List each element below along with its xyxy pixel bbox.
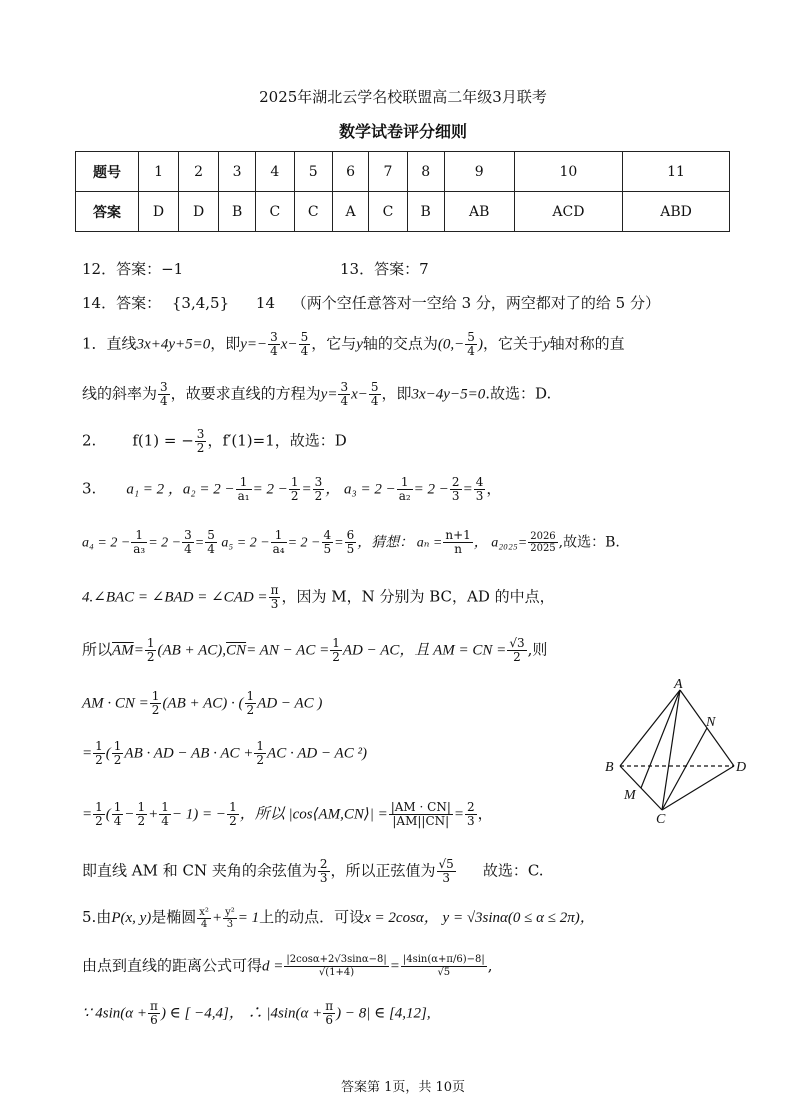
fraction <box>507 637 526 664</box>
equation: AB · AD − AB · AC + <box>124 745 254 762</box>
numerator: |2cosα+2√3sinα−8| <box>286 954 387 965</box>
fraction <box>465 801 477 828</box>
table-cell: C <box>294 192 332 232</box>
denominator: 2 <box>95 814 103 828</box>
numerator: 1 <box>113 739 122 753</box>
denominator: 4 <box>200 918 208 930</box>
text: ， <box>477 804 493 823</box>
answer-table <box>75 151 730 232</box>
denominator: 2 <box>113 753 122 767</box>
label-n: N <box>706 715 716 730</box>
text: 5.由 <box>82 908 112 926</box>
denominator: 3 <box>451 489 460 503</box>
text: ， <box>486 479 502 498</box>
numerator: 1 <box>131 529 147 543</box>
denominator: √5 <box>437 967 451 978</box>
equation: = <box>334 535 344 551</box>
equation: = <box>453 806 464 823</box>
equation: d = <box>262 958 284 975</box>
denominator: 3 <box>475 489 484 503</box>
denominator: 3 <box>270 597 279 611</box>
numerator: 1 <box>95 800 103 814</box>
denominator: 4 <box>270 344 278 358</box>
fraction <box>197 907 211 930</box>
numerator: 1 <box>246 689 255 703</box>
fraction <box>338 381 350 408</box>
text: ，所以正弦值为 <box>330 861 436 880</box>
fraction <box>131 529 147 556</box>
numerator: 3 <box>270 330 278 344</box>
fraction <box>323 1000 335 1027</box>
numerator: 2 <box>451 475 460 489</box>
label-c: C <box>656 812 666 826</box>
q1-line-2 <box>82 381 551 408</box>
table-cell: 7 <box>369 152 407 192</box>
fraction <box>195 428 207 455</box>
denominator: 2 <box>151 703 160 717</box>
fraction <box>227 801 239 828</box>
fraction <box>345 529 357 556</box>
denominator: 3 <box>226 918 234 930</box>
document-subtitle: 数学试卷评分细则 <box>338 122 467 141</box>
equation: AD − AC ) <box>257 695 323 712</box>
equation: x− <box>351 386 368 403</box>
numerator: 1 <box>236 476 252 490</box>
numerator: 1 <box>290 475 299 489</box>
q1-line-1 <box>82 331 625 358</box>
numerator: 1 <box>137 800 146 814</box>
q4-line-2 <box>82 637 547 664</box>
fraction <box>528 531 557 554</box>
answer-table-row-answers <box>76 192 730 232</box>
fraction <box>148 1000 160 1027</box>
text: ，f′(1)=1，故选：D <box>207 431 347 450</box>
denominator: 2 <box>290 489 299 503</box>
fraction <box>284 954 388 979</box>
equation: y= <box>320 386 338 403</box>
numerator: 1 <box>95 739 103 753</box>
numerator: √3 <box>509 636 525 650</box>
q5-line-3 <box>82 1000 431 1027</box>
numerator: π <box>150 999 158 1013</box>
table-cell: D <box>179 192 219 232</box>
equation: a₁ = 2 ，a₂ = 2 − <box>126 481 235 498</box>
denominator: 2 <box>137 814 146 828</box>
text: ，它关于 <box>482 334 543 353</box>
text: 上的动点．可设 <box>259 908 365 926</box>
text: .故选：D. <box>485 384 552 403</box>
denominator: 2025 <box>530 543 556 554</box>
q14-answer-1: {3,4,5} <box>171 294 230 312</box>
fraction <box>93 801 105 828</box>
q2-line <box>82 428 347 455</box>
q14-answer-2: 14 <box>255 294 276 312</box>
equation: a₄ = 2 − <box>82 535 131 551</box>
q4-line-5 <box>82 801 493 828</box>
q4-line-6 <box>82 858 544 885</box>
table-header-answer: 答案 <box>76 192 139 232</box>
edge-cd <box>662 766 734 810</box>
text: 由点到直线的距离公式可得 <box>82 956 263 975</box>
denominator: a₁ <box>237 489 250 503</box>
text: ，故要求直线的方程为 <box>170 384 321 403</box>
fraction <box>437 858 456 885</box>
numerator: |AM · CN| <box>390 800 451 814</box>
equation: a₅ = 2 − <box>217 535 270 551</box>
denominator: 2 <box>196 441 205 455</box>
q4-line-4 <box>82 740 367 767</box>
table-cell: B <box>219 192 256 232</box>
table-cell: 9 <box>444 152 514 192</box>
edge-ab <box>620 690 680 766</box>
equation: ∵ 4sin(α + <box>82 1005 148 1022</box>
denominator: 2 <box>256 753 265 767</box>
document-title: 2025年湖北云学名校联盟高二年级3月联考 <box>259 88 547 106</box>
denominator: √(1+4) <box>318 967 355 978</box>
fraction <box>223 907 237 930</box>
table-cell: AB <box>444 192 514 232</box>
fraction <box>112 801 124 828</box>
text: ，它与 <box>311 334 357 353</box>
label-d: D <box>736 760 747 775</box>
table-cell: 8 <box>407 152 444 192</box>
denominator: 4 <box>370 394 379 408</box>
fraction <box>369 381 381 408</box>
equation: = <box>133 642 144 659</box>
answer-table-row-numbers <box>76 152 730 192</box>
table-cell: D <box>139 192 179 232</box>
equation: 3x−4y−5=0 <box>411 386 486 403</box>
fraction <box>443 529 472 556</box>
denominator: n <box>454 542 462 556</box>
numerator: 2 <box>467 800 475 814</box>
numerator: n+1 <box>445 528 471 542</box>
edge-ac <box>662 690 680 810</box>
equation: = <box>301 481 312 498</box>
equation: AM · CN = <box>82 695 149 712</box>
text: 1．直线 <box>82 334 137 353</box>
equation: ( <box>105 745 111 762</box>
text: 线的斜率为 <box>82 384 158 403</box>
fraction <box>182 529 194 556</box>
question-number: 2. <box>82 431 97 450</box>
equation: = <box>82 745 93 762</box>
numerator: π <box>270 583 279 597</box>
numerator: 4 <box>475 475 484 489</box>
text: ,故选：B. <box>558 534 620 551</box>
denominator: a₂ <box>398 489 411 503</box>
page-footer: 答案第 1页，共 10页 <box>340 1080 466 1095</box>
numerator: 2026 <box>530 531 556 542</box>
denominator: 3 <box>442 871 450 885</box>
numerator: 4 <box>323 528 332 542</box>
q3-line-1 <box>82 476 501 503</box>
fraction <box>330 637 342 664</box>
text: ，即 <box>381 384 412 403</box>
equation: = <box>389 958 400 975</box>
q4-line-1 <box>82 584 555 611</box>
text: 轴对称的直 <box>549 334 625 353</box>
equation: = 1 <box>237 910 260 926</box>
numerator: |4sin(α+π/6)−8| <box>402 954 485 965</box>
denominator: 6 <box>150 1013 158 1027</box>
equation: ) ∈ [ −4,4]， ∴ |4sin(α + <box>160 1005 323 1022</box>
table-cell: B <box>407 192 444 232</box>
fraction <box>318 858 330 885</box>
numerator: 1 <box>146 636 155 650</box>
denominator: 4 <box>161 814 169 828</box>
answer-q12: 12．答案：−1 <box>82 260 184 278</box>
text: 轴的交点为 <box>362 334 438 353</box>
numerator: y² <box>225 906 235 918</box>
equation: = 2 − <box>287 535 321 551</box>
equation: = 2 − <box>148 535 182 551</box>
equation: = 2 − <box>252 481 288 498</box>
numerator: 1 <box>256 739 265 753</box>
numerator: 5 <box>300 330 309 344</box>
equation: = <box>82 806 93 823</box>
numerator: 1 <box>151 689 160 703</box>
equation: ，所以 |cos⟨AM,CN⟩| = <box>239 806 388 823</box>
fraction <box>254 740 266 767</box>
fraction <box>299 331 311 358</box>
equation: + <box>211 910 223 926</box>
q3-line-2 <box>82 529 620 556</box>
equation: = <box>462 481 473 498</box>
equation: ( <box>105 806 111 823</box>
numerator: 1 <box>113 800 122 814</box>
table-cell: 10 <box>514 152 622 192</box>
text: f(1) = − <box>132 431 194 450</box>
label-b: B <box>605 760 614 775</box>
variable: y <box>356 336 363 353</box>
numerator: 3 <box>340 380 349 394</box>
numerator: 1 <box>161 800 169 814</box>
numerator: 6 <box>346 528 355 542</box>
denominator: a₃ <box>133 542 146 556</box>
table-header-number: 题号 <box>76 152 139 192</box>
numerator: 3 <box>196 427 205 441</box>
table-cell: 2 <box>179 152 219 192</box>
fraction <box>93 740 105 767</box>
fraction <box>271 529 287 556</box>
numerator: 5 <box>467 330 475 344</box>
fraction <box>465 331 477 358</box>
equation: 4.∠BAC = ∠BAD = ∠CAD = <box>82 589 268 606</box>
equation: 3x+4y+5=0 <box>136 336 211 353</box>
text: 故选：C. <box>482 861 544 880</box>
fraction <box>112 740 124 767</box>
denominator: 2 <box>513 650 521 664</box>
text: ，因为 M，N 分别为 BC，AD 的中点， <box>281 587 555 606</box>
numerator: 3 <box>160 380 168 394</box>
equation: AD − AC，且 AM = CN = <box>342 642 507 659</box>
equation: (AB + AC) · ( <box>162 695 244 712</box>
denominator: 4 <box>467 344 475 358</box>
tetrahedron-figure <box>598 676 758 826</box>
equation: = 2 − <box>413 481 449 498</box>
fraction <box>322 529 334 556</box>
denominator: 2 <box>314 489 323 503</box>
numerator: 1 <box>229 800 237 814</box>
table-cell: 5 <box>294 152 332 192</box>
numerator: 1 <box>271 529 287 543</box>
fraction <box>269 584 281 611</box>
fraction <box>136 801 148 828</box>
denominator: |AM||CN| <box>392 814 450 828</box>
q5-line-2 <box>82 954 493 979</box>
answer-q14 <box>82 292 660 313</box>
denominator: 2 <box>332 650 340 664</box>
equation: = AN − AC = <box>246 642 330 659</box>
denominator: 4 <box>207 542 215 556</box>
denominator: a₄ <box>272 542 285 556</box>
fraction <box>236 476 252 503</box>
denominator: 6 <box>325 1013 333 1027</box>
text: ，即 <box>210 334 241 353</box>
denominator: 4 <box>184 542 192 556</box>
denominator: 4 <box>160 394 168 408</box>
question-number: 3. <box>82 479 97 498</box>
numerator: 2 <box>319 857 328 871</box>
fraction <box>450 476 462 503</box>
equation: ， a₂₀₂₅= <box>473 535 528 551</box>
table-cell: A <box>332 192 368 232</box>
label-m: M <box>624 788 636 803</box>
denominator: 2 <box>146 650 155 664</box>
table-cell: 6 <box>332 152 368 192</box>
fraction <box>401 954 487 979</box>
table-cell: 11 <box>623 152 730 192</box>
denominator: 4 <box>113 814 122 828</box>
table-cell: 4 <box>256 152 294 192</box>
q5-line-1 <box>82 906 595 930</box>
table-cell: 1 <box>139 152 179 192</box>
fraction <box>159 801 171 828</box>
numerator: √5 <box>438 857 454 871</box>
equation: + <box>148 806 159 823</box>
vector: $\overline{CN}$ <box>226 642 247 659</box>
text: , <box>487 956 493 975</box>
q14-label: 14．答案： <box>82 294 162 312</box>
equation: = <box>194 535 205 551</box>
equation: AC · AD − AC ²) <box>267 745 367 762</box>
denominator: 5 <box>323 542 332 556</box>
segment-am <box>641 690 680 788</box>
equation: − 1) = − <box>171 806 227 823</box>
table-cell: ACD <box>514 192 622 232</box>
numerator: 5 <box>207 528 215 542</box>
q4-line-3 <box>82 690 322 717</box>
denominator: 2 <box>246 703 255 717</box>
variable: y <box>542 336 550 353</box>
text: 即直线 AM 和 CN 夹角的余弦值为 <box>82 861 317 880</box>
point: ) <box>477 336 483 353</box>
label-a: A <box>674 677 683 692</box>
q14-note: （两个空任意答对一空给 3 分，两空都对了的给 5 分） <box>291 294 660 312</box>
text: ,则 <box>527 640 548 659</box>
equation: x− <box>280 336 298 353</box>
denominator: 4 <box>300 344 309 358</box>
point: (0,− <box>437 336 465 353</box>
fraction <box>397 476 413 503</box>
equation: − <box>124 806 135 823</box>
table-cell: C <box>369 192 407 232</box>
fraction <box>313 476 325 503</box>
equation: ) − 8| ∈ [4,12], <box>336 1005 431 1022</box>
fraction <box>389 801 453 828</box>
fraction <box>289 476 301 503</box>
numerator: 1 <box>397 476 413 490</box>
equation: y=− <box>240 336 268 353</box>
numerator: 3 <box>314 475 323 489</box>
numerator: 1 <box>332 636 340 650</box>
answer-q13: 13．答案：7 <box>340 260 429 278</box>
equation: P(x, y) <box>111 910 152 926</box>
equation: (AB + AC), <box>157 642 227 659</box>
denominator: 3 <box>319 871 328 885</box>
fraction <box>474 476 486 503</box>
denominator: 2 <box>95 753 103 767</box>
numerator: 3 <box>184 528 192 542</box>
text: 所以 <box>82 640 113 659</box>
numerator: 5 <box>370 380 379 394</box>
fraction <box>245 690 257 717</box>
denominator: 4 <box>340 394 349 408</box>
numerator: x² <box>199 906 209 918</box>
denominator: 2 <box>229 814 237 828</box>
numerator: π <box>325 999 334 1013</box>
equation: x = 2cosα， y = √3sinα(0 ≤ α ≤ 2π)， <box>364 910 595 926</box>
equation: ， a₃ = 2 − <box>325 481 396 498</box>
vector: $\overline{AM}$ <box>112 642 134 659</box>
denominator: 3 <box>467 814 475 828</box>
fraction <box>158 381 170 408</box>
text: 是椭圆 <box>151 908 197 926</box>
table-cell: ABD <box>623 192 730 232</box>
fraction <box>268 331 280 358</box>
equation: ，猜想： aₙ = <box>357 535 443 551</box>
fraction <box>150 690 162 717</box>
table-cell: 3 <box>219 152 256 192</box>
denominator: 5 <box>346 542 355 556</box>
fraction <box>145 637 157 664</box>
fraction <box>205 529 217 556</box>
table-cell: C <box>256 192 294 232</box>
